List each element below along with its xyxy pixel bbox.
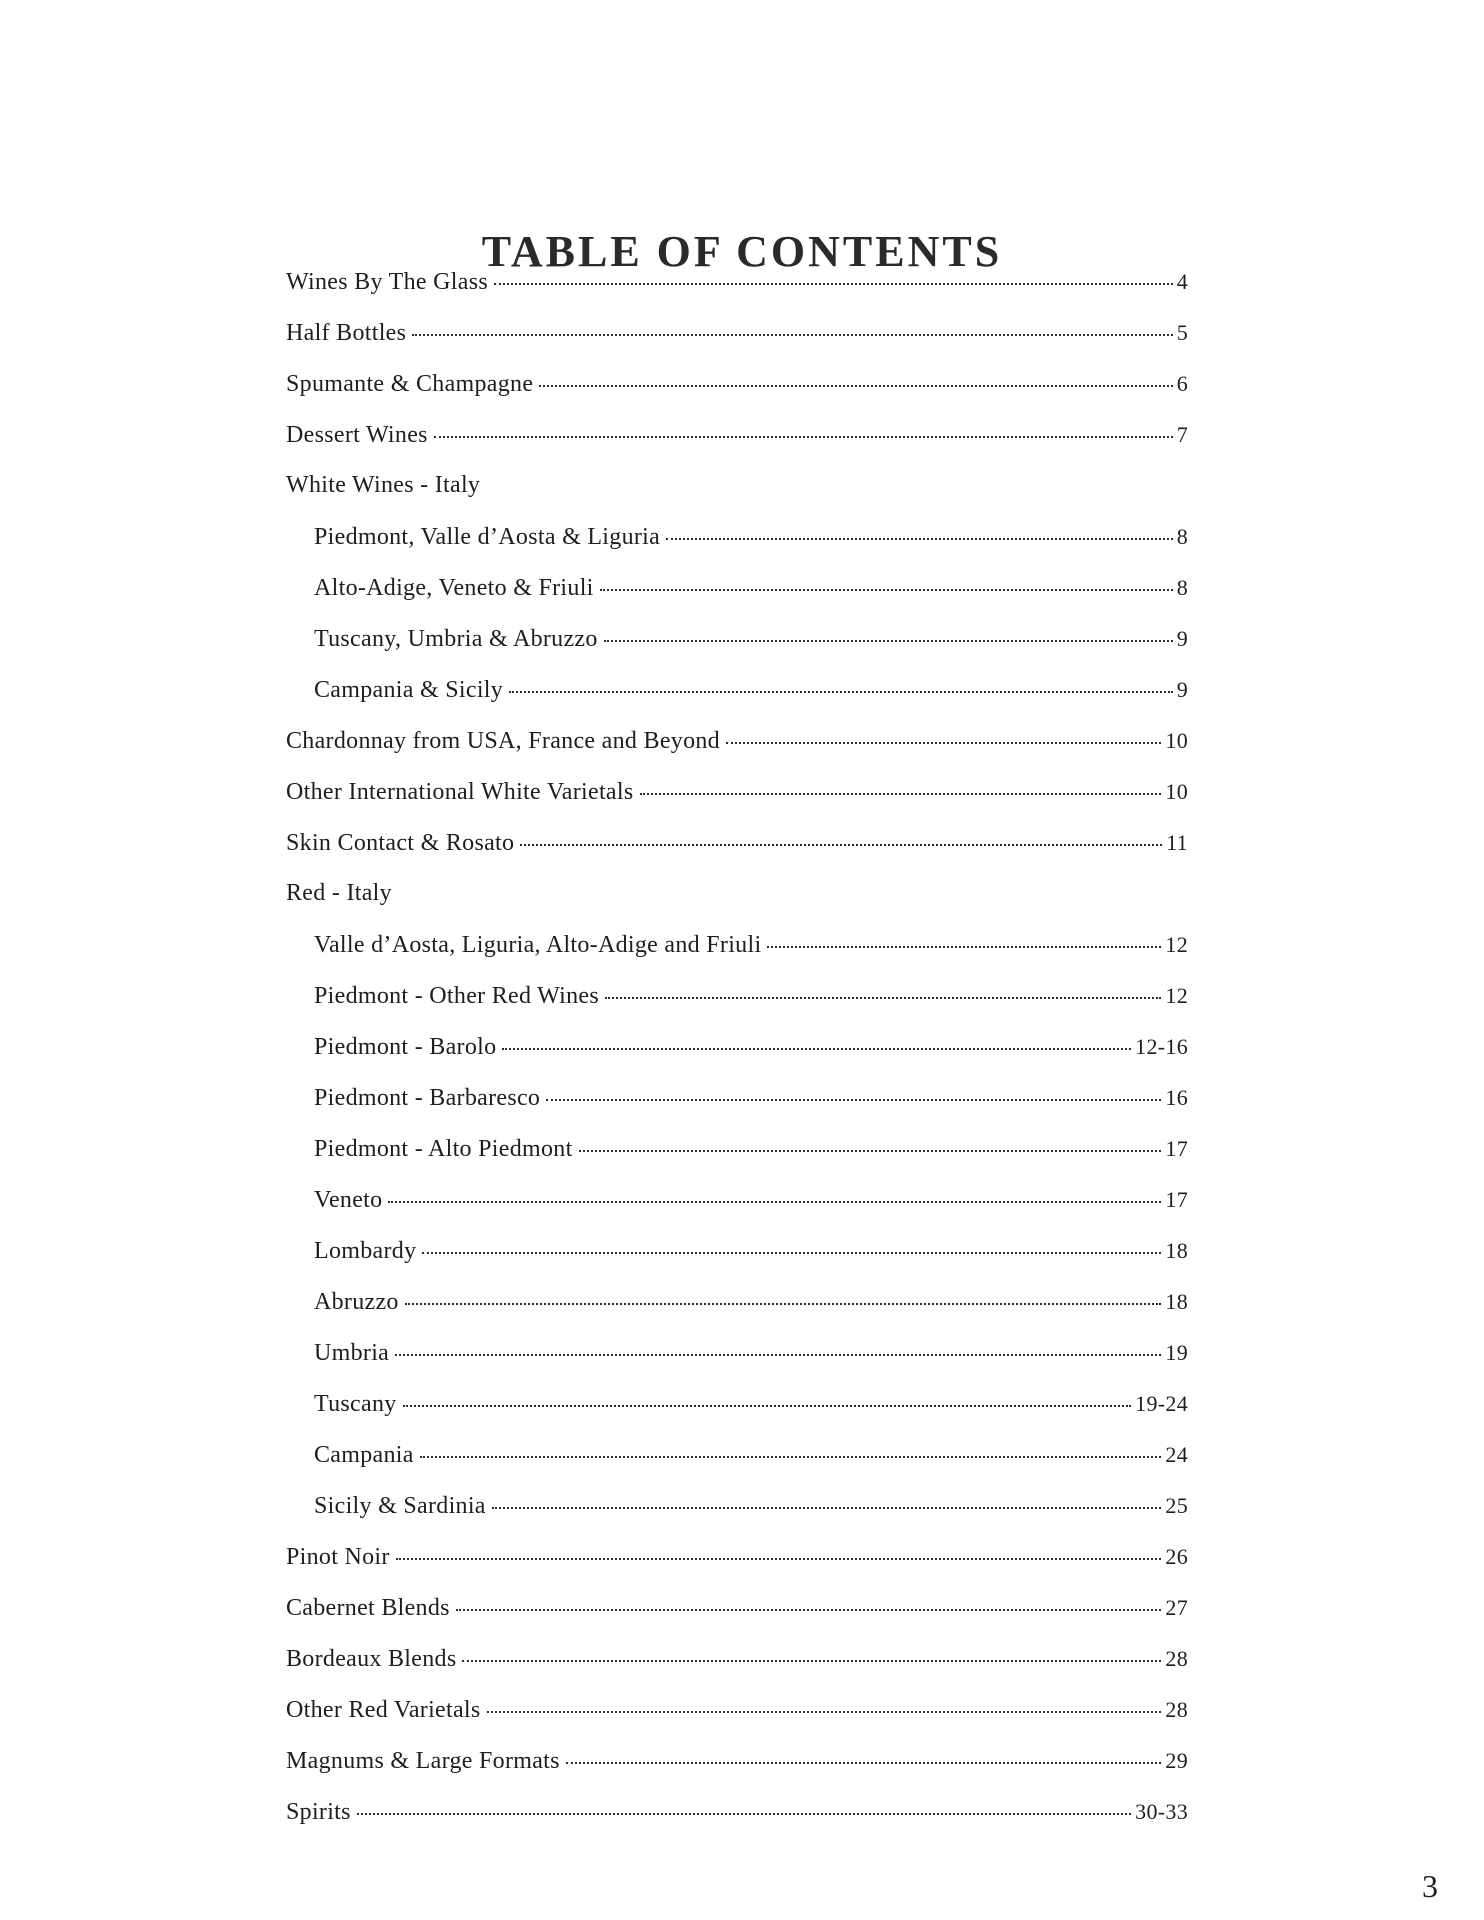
toc-entry-label: Cabernet Blends [286,1595,450,1621]
toc-entry-label: White Wines - Italy [286,472,481,498]
toc-entry-page: 7 [1176,422,1188,447]
toc-entry-label: Chardonnay from USA, France and Beyond [286,728,720,754]
toc-entry-page: 9 [1176,677,1188,702]
toc-entry-page: 8 [1176,524,1188,549]
toc-entry-page: 16 [1165,1085,1188,1110]
toc-entry [286,409,1188,460]
toc-entry [286,817,1188,868]
toc-entry-page: 5 [1176,320,1188,345]
toc-entry [286,1735,1188,1786]
toc-entry-label: Pinot Noir [286,1544,390,1570]
toc-entry-page: 11 [1166,830,1188,855]
dot-leader [434,436,1173,438]
toc-entry-label: Abruzzo [314,1289,399,1315]
toc-entry-label: Spumante & Champagne [286,371,534,397]
toc-entry-label: Valle d’Aosta, Liguria, Alto-Adige and Friuli [314,932,762,958]
toc-entry [286,613,1188,664]
dot-leader [403,1405,1132,1407]
toc-entry-page: 6 [1176,371,1188,396]
toc-entry-page: 29 [1165,1748,1188,1773]
dot-leader [604,640,1173,642]
toc-entry-label: Piedmont, Valle d’Aosta & Liguria [314,524,661,550]
toc-entry [286,715,1188,766]
toc-section-heading [286,460,1188,511]
dot-leader [396,1558,1162,1560]
toc-entry-label: Magnums & Large Formats [286,1748,560,1774]
dot-leader [494,283,1173,285]
toc-entry-page: 19-24 [1135,1391,1188,1416]
toc-entry-page: 17 [1165,1136,1188,1161]
page-number: 3 [1422,1868,1438,1904]
dot-leader [726,742,1161,744]
dot-leader [395,1354,1161,1356]
toc-entry-page: 12 [1165,983,1188,1008]
dot-leader [487,1711,1162,1713]
dot-leader [566,1762,1162,1764]
dot-leader [412,334,1172,336]
toc-entry [286,766,1188,817]
toc-entry [286,1021,1188,1072]
dot-leader [767,946,1161,948]
dot-leader [520,844,1162,846]
toc-entry [286,358,1188,409]
toc-entry [286,1429,1188,1480]
dot-leader [357,1813,1131,1815]
toc-entry-label: Spirits [286,1799,351,1825]
toc-entry-label: Lombardy [314,1238,417,1264]
toc-entry-page: 28 [1165,1646,1188,1671]
toc-entry [286,970,1188,1021]
dot-leader [605,997,1161,999]
toc-entry-label: Piedmont - Barolo [314,1034,497,1060]
toc-entry [286,1225,1188,1276]
toc-entry-label: Piedmont - Barbaresco [314,1085,541,1111]
dot-leader [600,589,1173,591]
dot-leader [579,1150,1162,1152]
toc-entry [286,919,1188,970]
toc-entry [286,1480,1188,1531]
toc-entry-page: 12 [1165,932,1188,957]
dot-leader [420,1456,1162,1458]
toc-entry [286,256,1188,307]
toc-entry-label: Campania & Sicily [314,677,504,703]
dot-leader [422,1252,1161,1254]
dot-leader [640,793,1162,795]
toc-entry [286,1531,1188,1582]
toc-entry-page: 25 [1165,1493,1188,1518]
toc-entry-label: Other Red Varietals [286,1697,481,1723]
dot-leader [462,1660,1161,1662]
toc-entry-page: 24 [1165,1442,1188,1467]
toc-entry-label: Dessert Wines [286,422,428,448]
toc-section-heading [286,868,1188,919]
toc-entry-label: Piedmont - Other Red Wines [314,983,600,1009]
page-title: TABLE OF CONTENTS [481,227,1003,277]
toc-entry-page: 18 [1165,1238,1188,1263]
dot-leader [456,1609,1162,1611]
toc-entry-page: 19 [1165,1340,1188,1365]
dot-leader [502,1048,1131,1050]
toc-entry [286,1786,1188,1837]
toc-entry-label: Half Bottles [286,320,407,346]
toc-entry-page: 27 [1165,1595,1188,1620]
dot-leader [539,385,1172,387]
toc-entry-page: 30-33 [1135,1799,1188,1824]
toc-entry-label: Veneto [314,1187,383,1213]
toc-entry-page: 17 [1165,1187,1188,1212]
dot-leader [492,1507,1162,1509]
toc-entry-label: Sicily & Sardinia [314,1493,486,1519]
toc-entry-page: 4 [1176,269,1188,294]
toc-entry-label: Umbria [314,1340,390,1366]
dot-leader [546,1099,1161,1101]
toc-entry-label: Bordeaux Blends [286,1646,457,1672]
toc-entry [286,1378,1188,1429]
toc-entry-label: Campania [314,1442,414,1468]
toc-entry [286,1276,1188,1327]
toc-entry-page: 18 [1165,1289,1188,1314]
toc-entry [286,664,1188,715]
toc-entry [286,511,1188,562]
toc-entry-label: Skin Contact & Rosato [286,830,515,856]
toc-entry-page: 12-16 [1135,1034,1188,1059]
toc-entry-label: Tuscany [314,1391,397,1417]
dot-leader [388,1201,1161,1203]
toc-entry [286,1123,1188,1174]
toc-entry [286,1684,1188,1735]
toc-entry-page: 10 [1165,779,1188,804]
toc-entry-page: 8 [1176,575,1188,600]
toc-entry-page: 9 [1176,626,1188,651]
toc-entry-page: 26 [1165,1544,1188,1569]
toc-entry-label: Other International White Varietals [286,779,634,805]
dot-leader [405,1303,1162,1305]
dot-leader [509,691,1173,693]
toc-entry [286,1633,1188,1684]
toc-entry-page: 28 [1165,1697,1188,1722]
dot-leader [666,538,1173,540]
toc-entry [286,562,1188,613]
toc-entry [286,1327,1188,1378]
toc-entry [286,1174,1188,1225]
toc-entry-label: Alto-Adige, Veneto & Friuli [314,575,594,601]
table-of-contents [286,256,1188,1837]
toc-entry-label: Wines By The Glass [286,269,488,295]
toc-entry-label: Red - Italy [286,880,392,906]
toc-entry-label: Piedmont - Alto Piedmont [314,1136,573,1162]
toc-entry [286,307,1188,358]
toc-entry [286,1072,1188,1123]
toc-entry-page: 10 [1165,728,1188,753]
toc-entry-label: Tuscany, Umbria & Abruzzo [314,626,598,652]
toc-entry [286,1582,1188,1633]
